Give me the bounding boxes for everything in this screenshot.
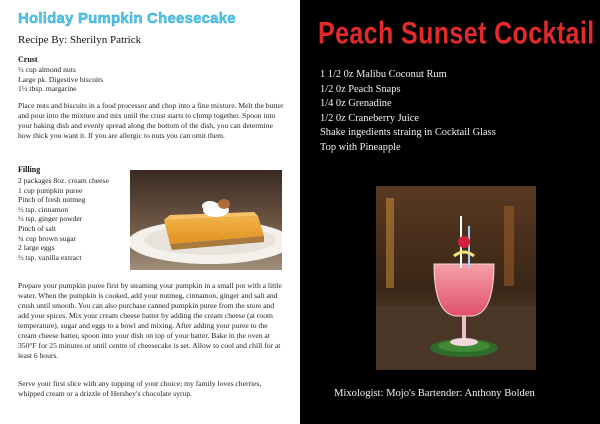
ingredient-line: ½ tsp. cinnamon [18,204,69,214]
cocktail-line: Top with Pineapple [320,141,401,153]
cocktail-recipe [320,68,496,155]
cheesecake-photo [130,170,282,270]
ingredient-line: ½ cup almond nuts [18,65,76,74]
cheesecake-photo-svg [130,170,282,270]
filling-ingredients [18,176,109,262]
right-page [300,0,600,424]
ingredient-line: ¾ cup brown sugar [18,233,77,243]
serving-note: Serve your first slice with any topping of your choice; my family loves cherries, whipped cream or a drizzle of Hershey's chocolate syrup. [18,379,262,398]
crust-ingredients [18,65,103,94]
cocktail-line: Shake ingedients straing in Cocktail Glass [320,127,496,138]
ingredient-line: Pinch of fresh nutmeg [18,195,86,205]
crust-heading: Crust [18,55,38,64]
ingredient-line: Pinch of salt [18,223,56,233]
ingredient-line: 1½ tbsp. margarine [18,84,77,94]
ingredient-line: 2 packages 8oz. cream cheese [18,176,109,185]
cocktail-line: 1/2 0z Peach Snaps [320,83,401,95]
filling-method: Prepare your pumpkin puree first by steaming your pumpkin in a small pot with a little water. When the pumpkin is cooked, add your nutmeg, cinnamon, ginger and salt and crush until smooth. You can also purchase canned pumpkin puree from the store and add your spices. Mix your cream cheese batter by adding the cream cheese (at room temperature), sugar and eggs to a bowl and mixing. After adding your puree to the cream cheese batter, spoon into your dish on top of your batter. Bake in the oven at 350°F for 25 minutes or until centre of cheesecake is set. Allow to cool and chill for at least 6 hours. [18,281,282,360]
cocktail-line: 1/2 0z Craneberry Juice [320,112,419,124]
ingredient-line: ½ tsp. ginger powder [18,214,83,224]
ingredient-line: 1 cup pumpkin puree [18,185,83,195]
recipe-byline: Recipe By: Sherilyn Patrick [18,34,142,46]
cocktail-line: 1 1/2 0z Malibu Coconut Rum [320,69,447,80]
ingredient-line: Large pk. Digestive biscuits [18,74,104,84]
recipe-title: Holiday Pumpkin Cheesecake [18,10,236,27]
crust-method: Place nuts and biscuits in a food processor and chop into a fine mixture. Melt the butter and pour into the mixture and mix until the crust starts to clump together. Spoon into your baking dish and evenly spread along the bottom of the dish, you can determine how thick you want it. If you are allergic to nuts you can omit them. [18,101,284,140]
filling-heading: Filling [18,165,41,174]
ingredient-line: 2 large eggs [18,243,55,253]
cocktail-photo [376,186,536,370]
cocktail-photo-svg [376,186,536,370]
cocktail-title: Peach Sunset Cocktail [318,16,595,51]
cocktail-line: 1/4 0z Grenadine [320,98,392,109]
mixologist-credit: Mixologist: Mojo's Bartender: Anthony Bolden [334,388,535,399]
ingredient-line: ½ tsp. vanilla extract [18,252,82,262]
